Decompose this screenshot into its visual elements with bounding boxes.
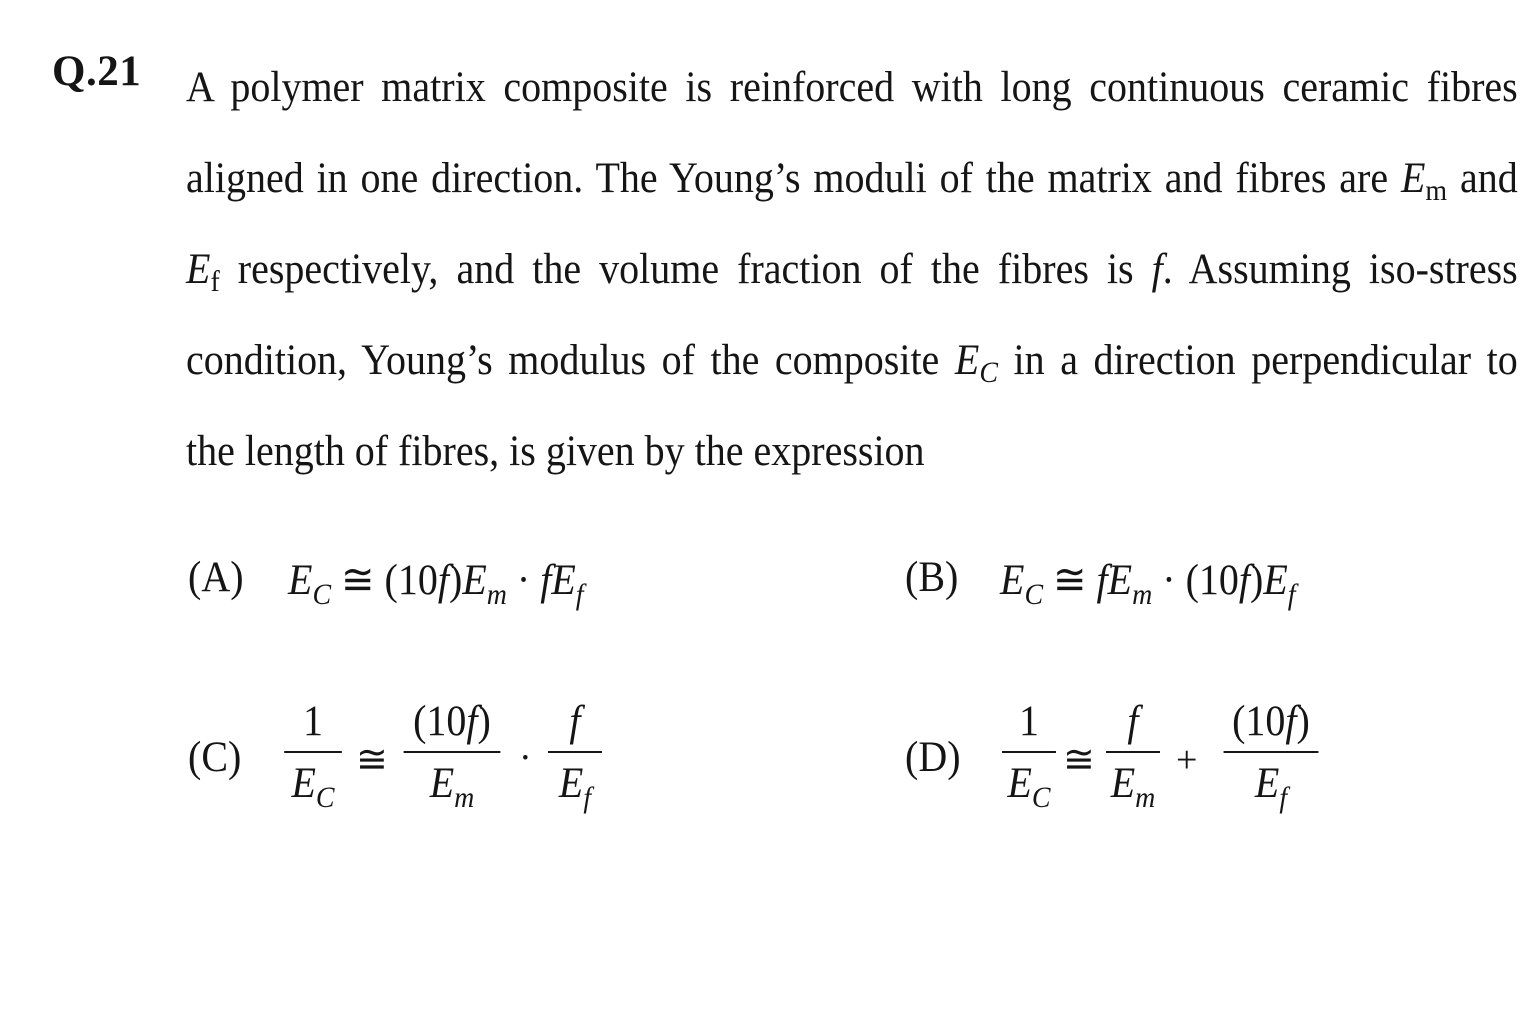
question-stem [186,42,1518,497]
option-a-equation[interactable]: $E_C$ ≅ $(10f)E_m \cdot fE_f$ [288,557,584,611]
option-c-operator: · [519,737,532,779]
stem-line-3: $E_f$ respectively, and the volume fraction of the fibres is f. Assuming iso-stress [186,246,1518,298]
option-d-operator: + [1176,739,1198,781]
stem-line-2: aligned in one direction. The Young’s moduli of the matrix and fibres are $E_m$ and [186,155,1518,207]
stem-line-1: A polymer matrix composite is reinforced with long continuous ceramic fibres [186,64,1518,111]
option-c-lhs-fraction: 1 $E_C$ [284,697,342,809]
option-c-fraction-2: f $E_f$ [548,697,602,809]
option-b-label[interactable]: (B) [905,554,959,601]
option-c-relation: ≅ [356,739,388,781]
option-b-equation[interactable]: $E_C$ ≅ $fE_m \cdot (10f)E_f$ [1000,557,1296,611]
stem-line-5: the length of fibres, is given by the expression [186,428,925,475]
option-d-relation: ≅ [1063,739,1095,781]
option-d-lhs-fraction: 1 $E_C$ [1002,697,1056,809]
stem-line-4: condition, Young’s modulus of the composite $E_C$ in a direction perpendicular to [186,337,1518,389]
option-c-label[interactable]: (C) [188,734,242,781]
option-a-label[interactable]: (A) [188,554,244,601]
option-d-fraction-1: f $E_m$ [1106,697,1160,809]
option-c-fraction-1: (10f) $E_m$ [404,697,501,809]
option-d-label[interactable]: (D) [905,734,961,781]
question-number: Q.21 [52,48,142,95]
option-d-fraction-2: (10f) $E_f$ [1224,697,1319,809]
